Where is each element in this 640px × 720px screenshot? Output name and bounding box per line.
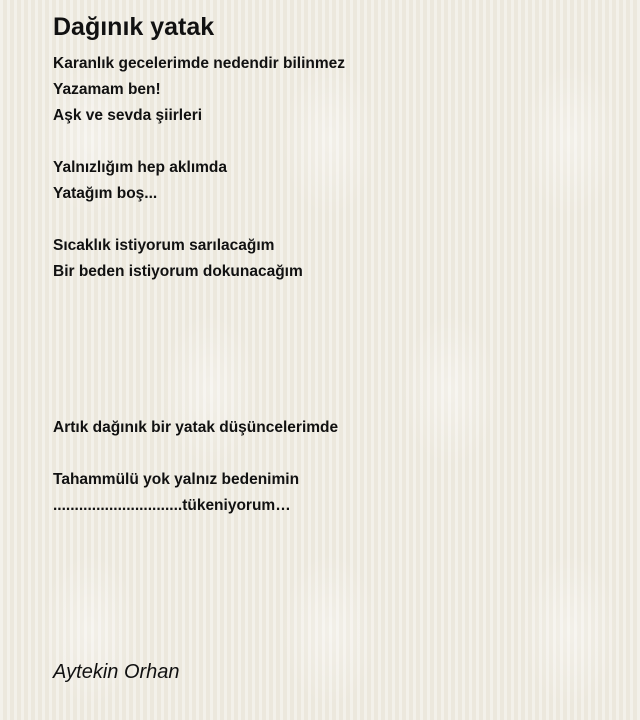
- poem-line: Tahammülü yok yalnız bedenimin: [53, 471, 300, 488]
- poem-line: Yatağım boş...: [53, 185, 158, 202]
- poem-line: Karanlık gecelerimde nedendir bilinmez: [53, 55, 346, 72]
- poem-line: [53, 314, 613, 340]
- poem-author: Aytekin Orhan: [53, 661, 180, 683]
- poem-line: Sıcaklık istiyorum sarılacağım: [53, 237, 275, 254]
- poem-title: Dağınık yatak: [53, 13, 215, 41]
- poem-line: [53, 288, 613, 314]
- poem-line: Bir beden istiyorum dokunacağım: [53, 263, 303, 280]
- poem-line: [53, 340, 613, 366]
- poem-line: [53, 132, 613, 158]
- poem-line: [53, 444, 613, 470]
- poem-line: Artık dağınık bir yatak düşüncelerimde: [53, 419, 339, 436]
- poem-line: Yalnızlığım hep aklımda: [53, 159, 227, 176]
- poem-line: Aşk ve sevda şiirleri: [53, 107, 203, 124]
- poem-body: [53, 54, 613, 522]
- poem-line: ..............................tükeniyorum…: [53, 497, 291, 514]
- poem-line: [53, 366, 613, 392]
- poem-line: [53, 392, 613, 418]
- poem-line: [53, 210, 613, 236]
- poem-line: Yazamam ben!: [53, 81, 161, 98]
